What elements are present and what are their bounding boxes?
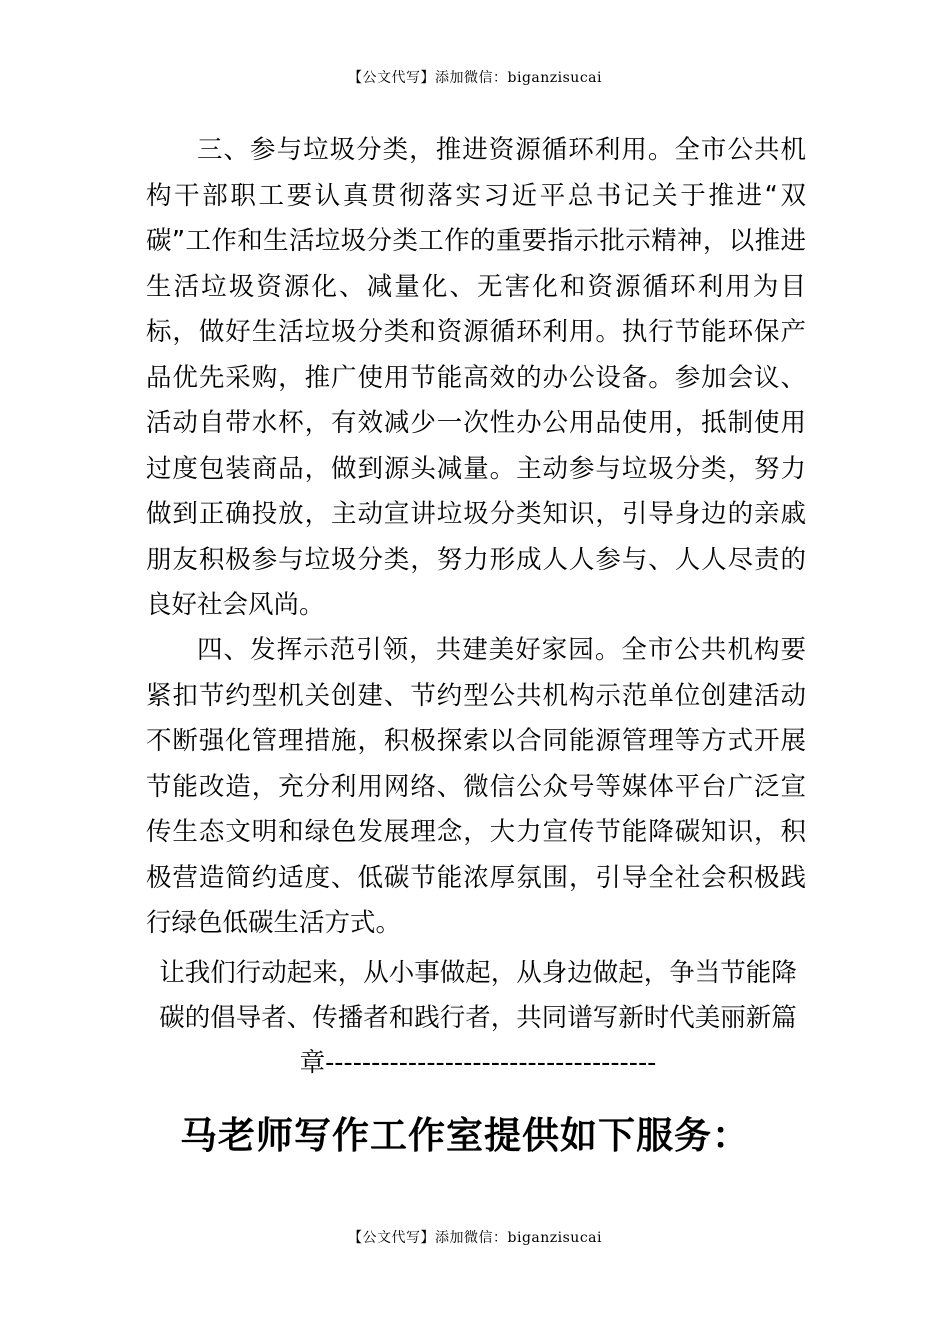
service-title: 马老师写作工作室提供如下服务： (180, 1114, 750, 1157)
closing-paragraph: 让我们行动起来，从小事做起，从身边做起，争当节能降碳的倡导者、传播者和践行者，共同谱写新时代美丽新篇章------------------------------------ (159, 958, 797, 1078)
page-footer: 【公文代写】添加微信：biganzisucai (348, 1230, 602, 1246)
paragraph-three: 三、参与垃圾分类，推进资源循环利用。全市公共机构干部职工要认真贯彻落实习近平总书记关于推进“双碳”工作和生活垃圾分类工作的重要指示批示精神，以推进生活垃圾资源化、减量化、无害化和资源循环利用为目标，做好生活垃圾分类和资源循环利用。执行节能环保产品优先采购，推广使用节能高效的办公设备。参加会议、活动自带水杯，有效减少一次性办公用品使用，抵制使用过度包装商品，做到源头减量。主动参与垃圾分类，努力做到正确投放，主动宣讲垃圾分类知识，引导身边的亲戚朋友积极参与垃圾分类，努力形成人人参与、人人尽责的良好社会风尚。 (146, 135, 806, 620)
paragraph-four: 四、发挥示范引领，共建美好家园。全市公共机构要紧扣节约型机关创建、节约型公共机构示范单位创建活动不断强化管理措施，积极探索以合同能源管理等方式开展节能改造，充分利用网络、微信公众号等媒体平台广泛宣传生态文明和绿色发展理念，大力宣传节能降碳知识，积极营造简约适度、低碳节能浓厚氛围，引导全社会积极践行绿色低碳生活方式。 (146, 635, 806, 938)
page-header: 【公文代写】添加微信：biganzisucai (348, 70, 602, 86)
